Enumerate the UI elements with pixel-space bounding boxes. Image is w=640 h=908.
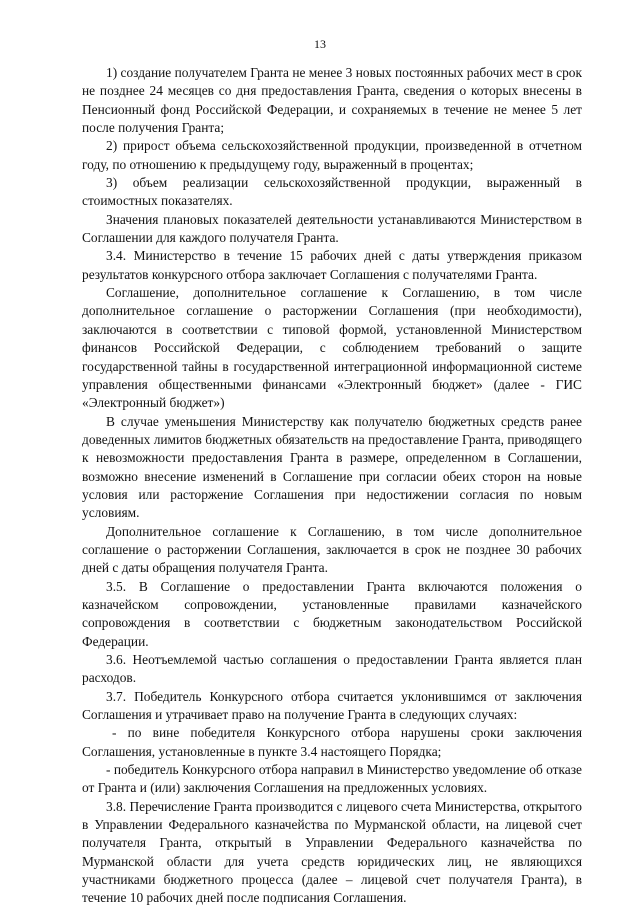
paragraph-12: - по вине победителя Конкурсного отбора нарушены сроки заключения Соглашения, установленные в пункте 3.4 настоящего Порядка; [82,725,582,759]
paragraph-10: 3.6. Неотъемлемой частью соглашения о предоставлении Гранта является план расходов. [82,652,582,686]
document-body [82,64,582,908]
paragraph-9: 3.5. В Соглашение о предоставлении Гранта включаются положения о казначейском сопровождении, установленные правилами казначейского сопровождения в соответствии с бюджетным законодательством Российской Федерации. [82,578,582,649]
paragraph-2: 2) прирост объема сельскохозяйственной продукции, произведенной в отчетном году, по отношению к предыдущему году, выраженный в процентах; [82,138,582,172]
paragraph-6: Соглашение, дополнительное соглашение к Соглашению, в том числе дополнительное соглашение о расторжении Соглашения (при необходимости), заключаются в соответствии с типовой формой, установленной Министерством финансов Российской Федерации, с соблюдением требований о защите государственной тайны в государственной интеграционной информационной системе управления общественными финансами «Электронный бюджет» (далее - ГИС «Электронный бюджет») [82,285,582,411]
paragraph-8: Дополнительное соглашение к Соглашению, в том числе дополнительное соглашение о расторжении Соглашения, заключается в срок не позднее 30 рабочих дней с даты обращения получателя Гранта. [82,523,582,576]
page-number: 13 [314,37,326,51]
paragraph-4: Значения плановых показателей деятельности устанавливаются Министерством в Соглашении для каждого получателя Гранта. [82,211,582,246]
paragraph-7: В случае уменьшения Министерству как получателю бюджетных средств ранее доведенных лимитов бюджетных обязательств на предоставление Гранта, приводящего к невозможности предоставления Гранта в размере, определенном в Соглашении, возможно внесение изменений в Соглашение при согласии обеих сторон на новые условия или расторжение Соглашения при недостижении согласия по новым условиям. [82,413,582,521]
paragraph-14: 3.8. Перечисление Гранта производится с лицевого счета Министерства, открытого в Управлении Федерального казначейства по Мурманской области, на лицевой счет получателя Гранта, открытый в Управлении Федерального казначейства по Мурманской области для учета средств юридических лиц, не являющихся участниками бюджетного процесса (далее – лицевой счет получателя Гранта), в течение 10 рабочих дней после подписания Соглашения. [82,798,582,906]
paragraph-11: 3.7. Победитель Конкурсного отбора считается уклонившимся от заключения Соглашения и утрачивает право на получение Гранта в следующих случаях: [82,688,582,723]
paragraph-3: 3) объем реализации сельскохозяйственной продукции, выраженный в стоимостных показателях. [82,175,582,209]
paragraph-1: 1) создание получателем Гранта не менее 3 новых постоянных рабочих мест в срок не позднее 24 месяцев со дня предоставления Гранта, сведения о которых внесены в Пенсионный фонд Российской Федерации, и сохраняемых в течение не менее 5 лет после получения Гранта; [82,65,582,136]
paragraph-13: - победитель Конкурсного отбора направил в Министерство уведомление об отказе от Гранта и (или) заключения Соглашения на предложенных условиях. [82,762,582,796]
paragraph-5: 3.4. Министерство в течение 15 рабочих дней с даты утверждения приказом результатов конкурсного отбора заключает Соглашения с получателями Гранта. [82,248,582,282]
